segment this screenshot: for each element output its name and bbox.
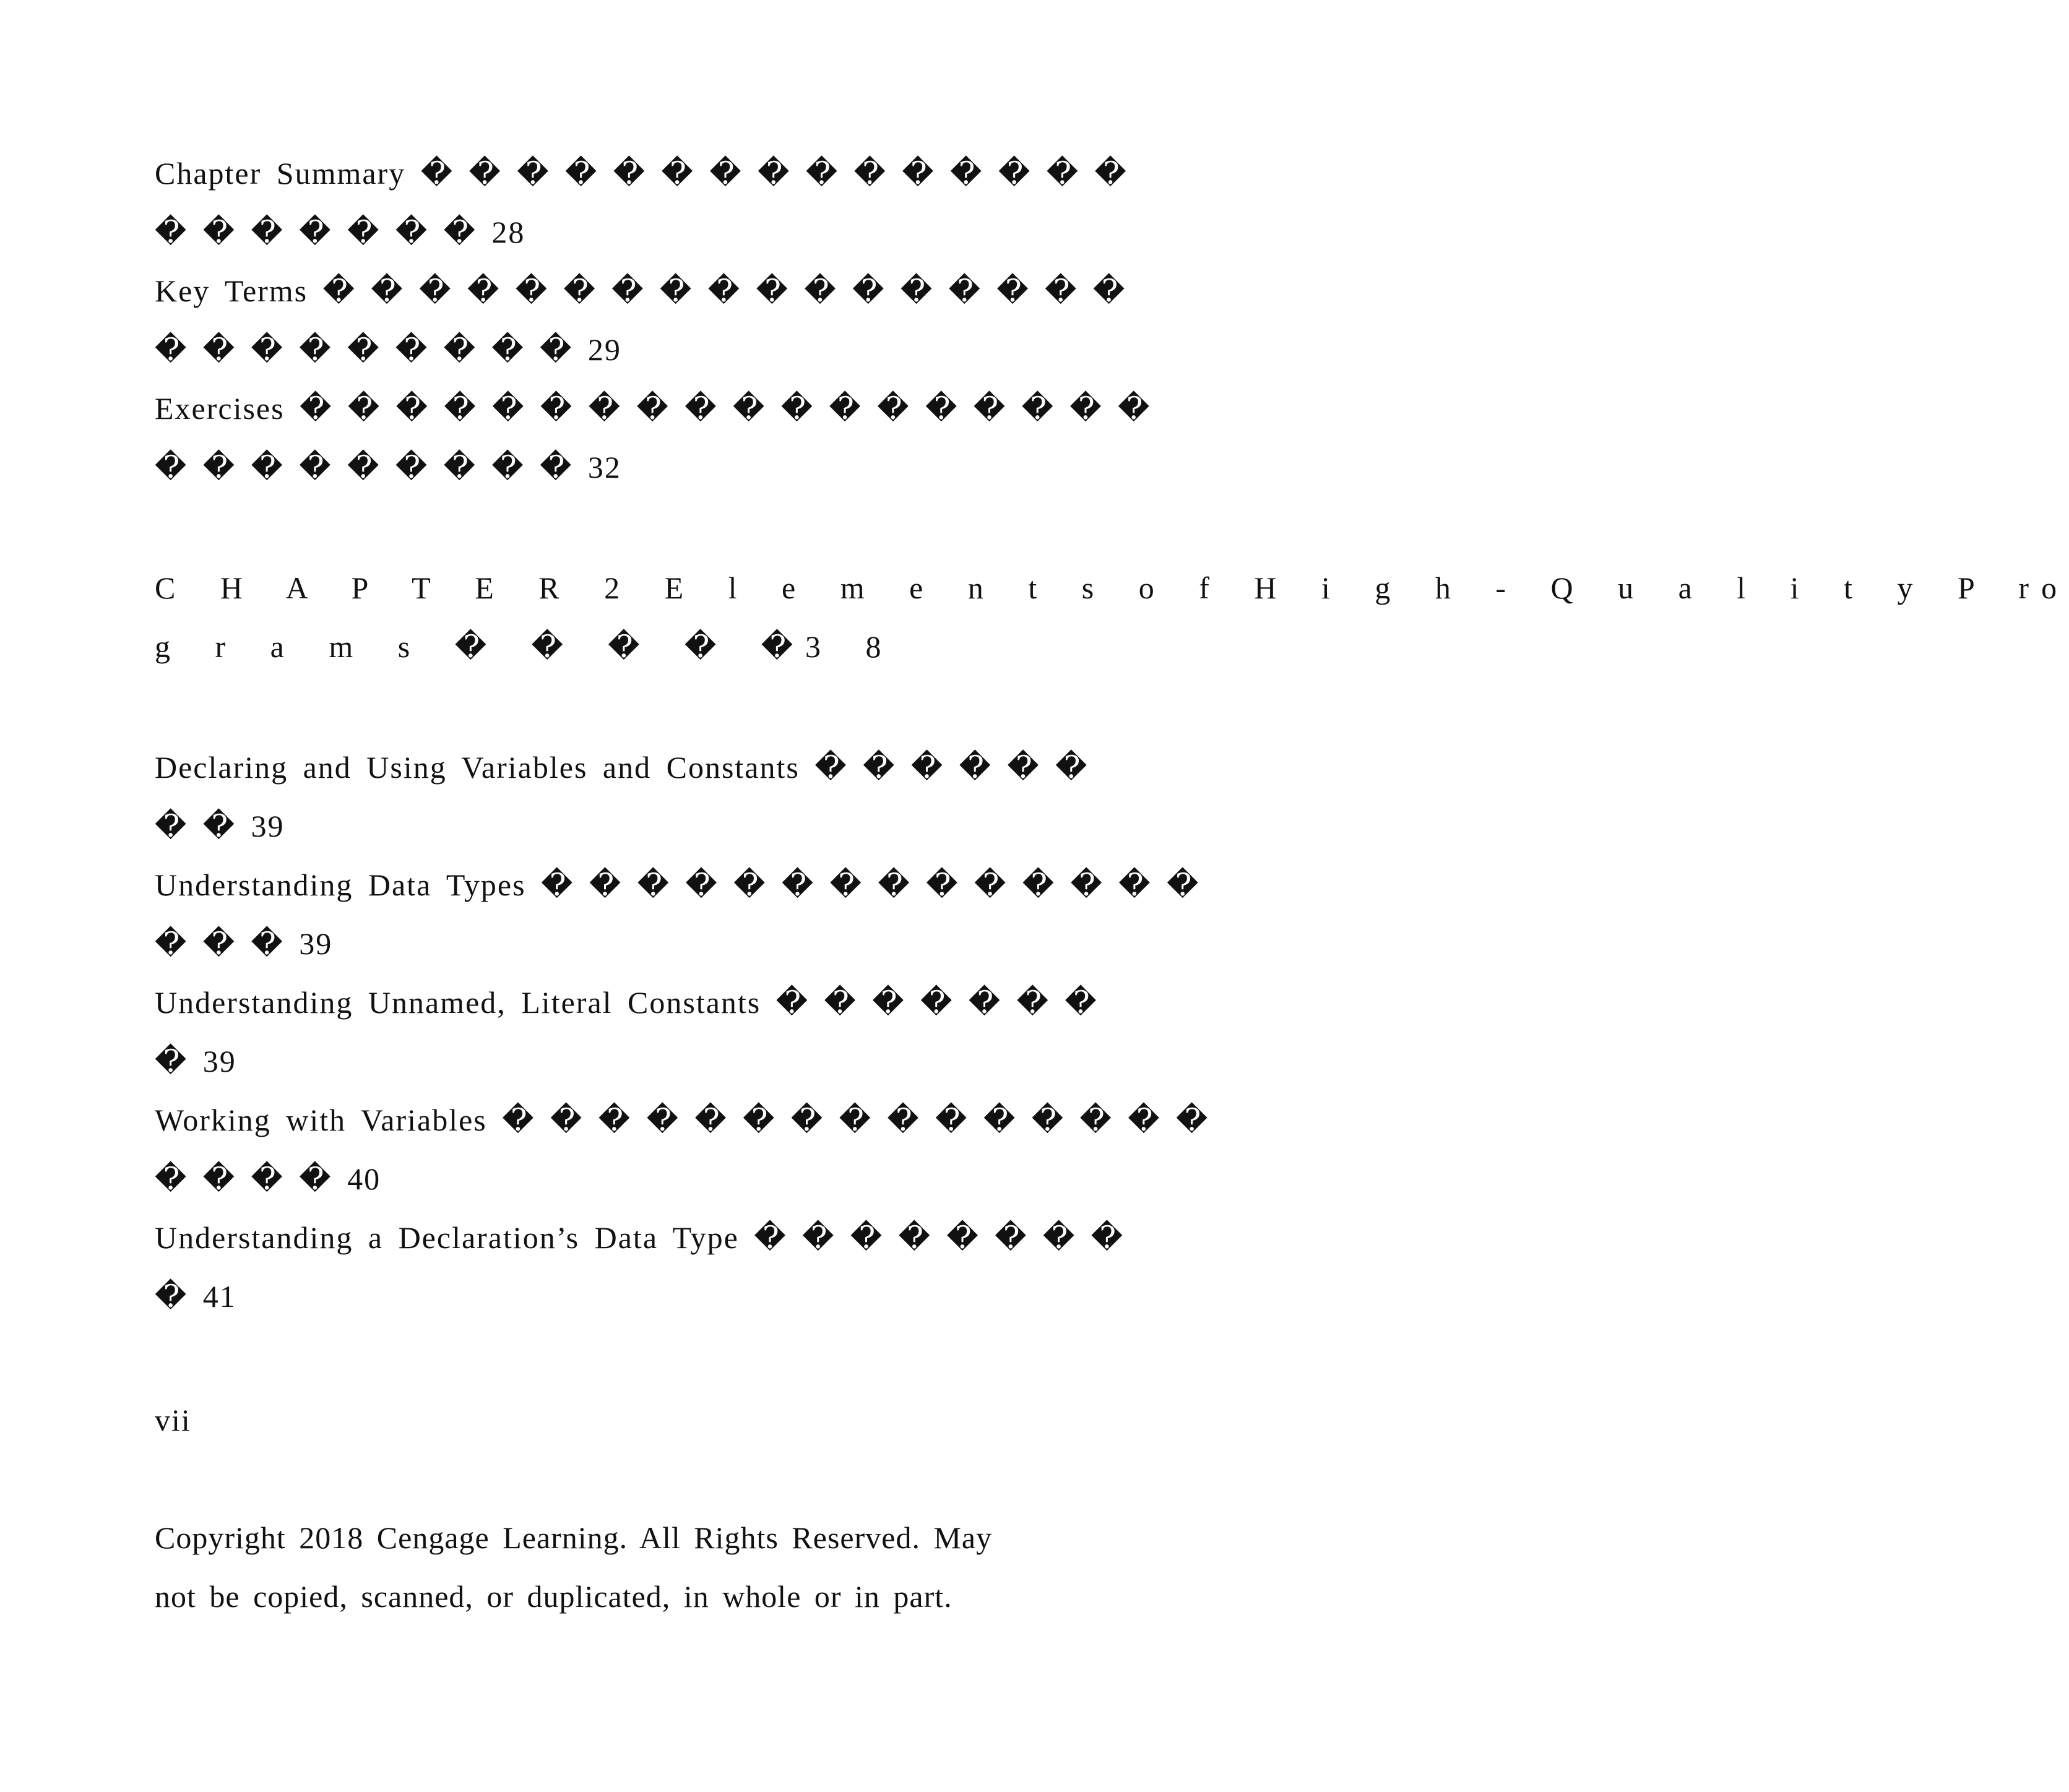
- toc-entry-key-terms-page: � � � � � � � � � 29: [155, 332, 621, 367]
- toc-entry-literal-constants-page: � 39: [155, 1044, 236, 1079]
- toc-entry-key-terms: Key Terms � � � � � � � � � � � � � � � � �: [155, 274, 1126, 308]
- toc-entry-chapter-summary: Chapter Summary � � � � � � � � � � � � � � �: [155, 156, 1128, 191]
- toc-entry-declaration-data-type-page: � 41: [155, 1279, 236, 1314]
- toc-entry-exercises: Exercises � � � � � � � � � � � � � � � � � �: [155, 391, 1151, 426]
- toc-entry-declaration-data-type: Understanding a Declaration’s Data Type � � � � � � � �: [155, 1220, 1125, 1255]
- toc-entry-data-types: Understanding Data Types � � � � � � � � � � � � � �: [155, 868, 1200, 902]
- toc-entry-exercises-page: � � � � � � � � � 32: [155, 450, 621, 485]
- copyright-notice-continued: not be copied, scanned, or duplicated, in whole or in part.: [155, 1579, 952, 1614]
- toc-entry-literal-constants: Understanding Unnamed, Literal Constants � � � � � � �: [155, 985, 1098, 1020]
- copyright-notice: Copyright 2018 Cengage Learning. All Rights Reserved. May: [155, 1520, 993, 1555]
- toc-entry-working-variables: Working with Variables � � � � � � � � � � � � � � �: [155, 1103, 1209, 1137]
- toc-entry-declaring-variables-page: � � 39: [155, 809, 285, 843]
- page-number: vii: [155, 1403, 191, 1437]
- toc-entry-working-variables-page: � � � � 40: [155, 1161, 381, 1196]
- toc-entry-data-types-page: � � � 39: [155, 926, 333, 961]
- toc-entry-chapter-summary-page: � � � � � � � 28: [155, 215, 525, 249]
- toc-chapter-2-heading: C H A P T E R 2 E l e m e n t s o f H i g h - Q u a l i t y P ro: [155, 571, 2069, 605]
- toc-entry-declaring-variables: Declaring and Using Variables and Constants � � � � � �: [155, 750, 1089, 785]
- toc-chapter-2-heading-page: g r a m s � � � � �3 8: [155, 629, 894, 664]
